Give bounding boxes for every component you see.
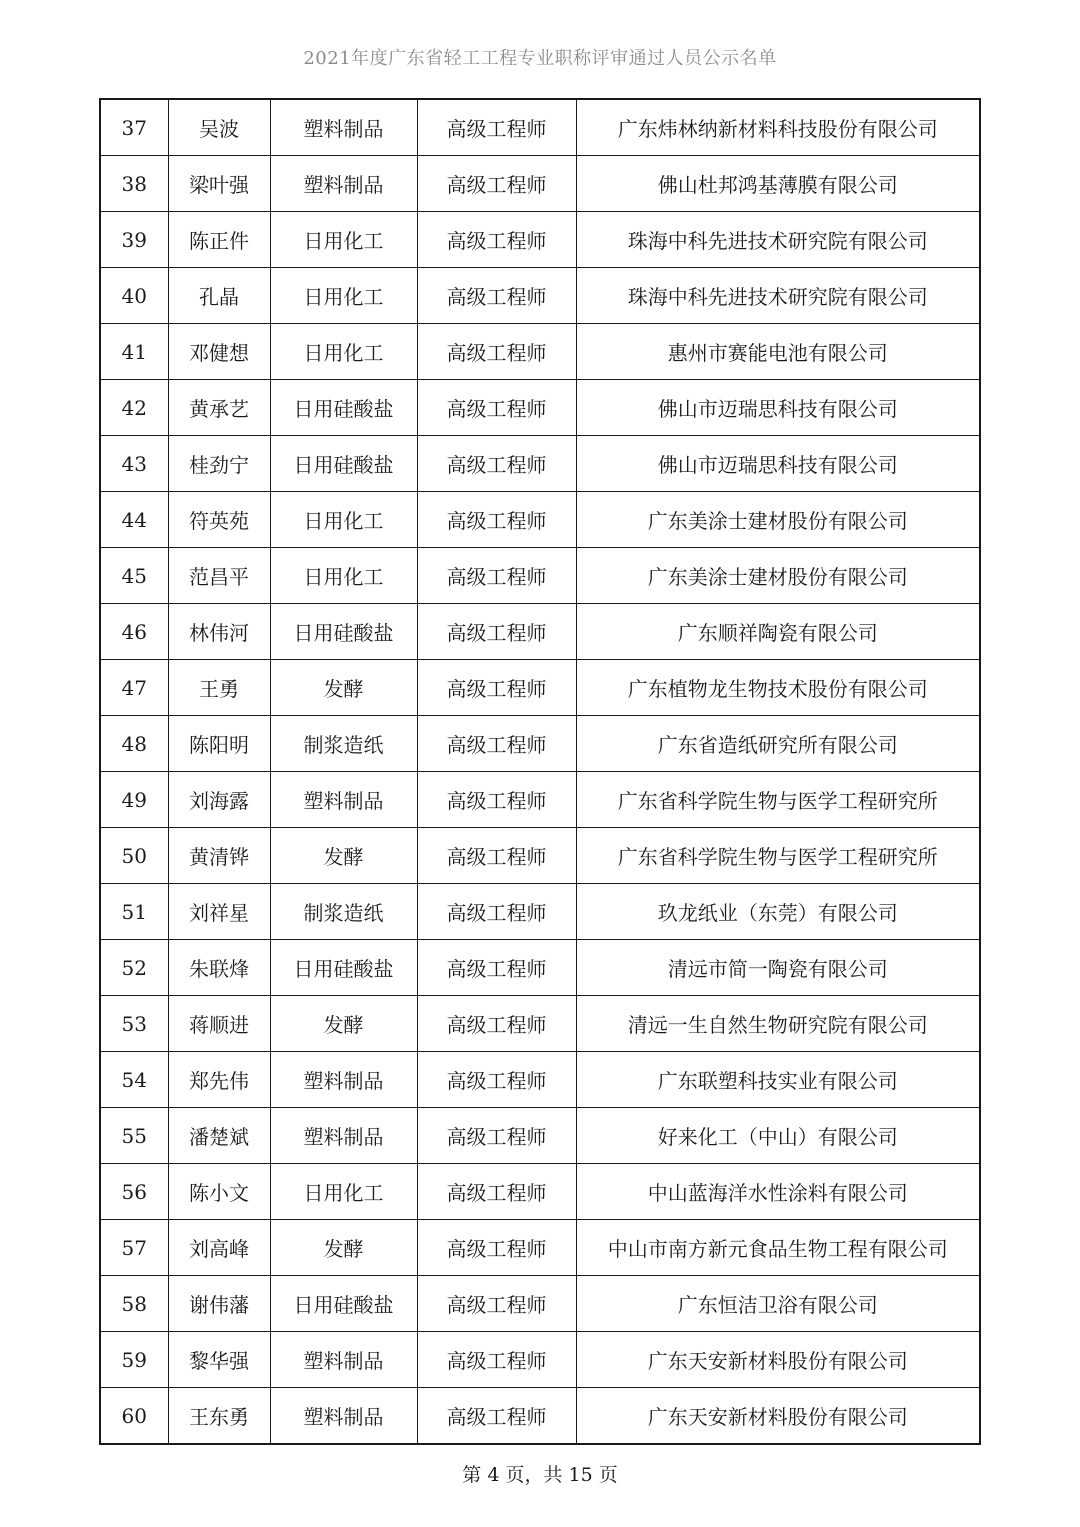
cell-number: 44 <box>100 492 168 548</box>
table-row <box>100 548 980 604</box>
cell-major: 塑料制品 <box>270 1332 417 1388</box>
table-row <box>100 1332 980 1388</box>
cell-title: 高级工程师 <box>417 1164 576 1220</box>
cell-number: 41 <box>100 324 168 380</box>
cell-major: 日用硅酸盐 <box>270 604 417 660</box>
cell-major: 日用硅酸盐 <box>270 940 417 996</box>
cell-organization: 广东顺祥陶瓷有限公司 <box>576 604 980 660</box>
cell-organization: 清远市简一陶瓷有限公司 <box>576 940 980 996</box>
cell-number: 47 <box>100 660 168 716</box>
table-row <box>100 772 980 828</box>
cell-title: 高级工程师 <box>417 660 576 716</box>
cell-major: 发酵 <box>270 1220 417 1276</box>
cell-number: 51 <box>100 884 168 940</box>
cell-major: 制浆造纸 <box>270 884 417 940</box>
table-row <box>100 268 980 324</box>
table-row <box>100 660 980 716</box>
cell-name: 黎华强 <box>168 1332 270 1388</box>
table-row <box>100 99 980 156</box>
cell-organization: 好来化工（中山）有限公司 <box>576 1108 980 1164</box>
cell-title: 高级工程师 <box>417 604 576 660</box>
cell-name: 蒋顺进 <box>168 996 270 1052</box>
cell-number: 40 <box>100 268 168 324</box>
cell-major: 日用化工 <box>270 268 417 324</box>
cell-name: 刘祥星 <box>168 884 270 940</box>
cell-name: 郑先伟 <box>168 1052 270 1108</box>
cell-name: 桂劲宁 <box>168 436 270 492</box>
cell-major: 塑料制品 <box>270 1388 417 1445</box>
cell-major: 日用化工 <box>270 324 417 380</box>
cell-organization: 佛山杜邦鸿基薄膜有限公司 <box>576 156 980 212</box>
cell-number: 37 <box>100 99 168 156</box>
cell-title: 高级工程师 <box>417 1052 576 1108</box>
table-row <box>100 884 980 940</box>
table-row <box>100 828 980 884</box>
cell-organization: 玖龙纸业（东莞）有限公司 <box>576 884 980 940</box>
cell-title: 高级工程师 <box>417 884 576 940</box>
cell-major: 塑料制品 <box>270 99 417 156</box>
cell-title: 高级工程师 <box>417 492 576 548</box>
cell-name: 符英苑 <box>168 492 270 548</box>
cell-major: 日用化工 <box>270 548 417 604</box>
cell-name: 陈正件 <box>168 212 270 268</box>
cell-organization: 珠海中科先进技术研究院有限公司 <box>576 212 980 268</box>
cell-major: 塑料制品 <box>270 1052 417 1108</box>
table-row <box>100 156 980 212</box>
table-row <box>100 1052 980 1108</box>
cell-name: 梁叶强 <box>168 156 270 212</box>
cell-title: 高级工程师 <box>417 1220 576 1276</box>
cell-number: 53 <box>100 996 168 1052</box>
roster-table-body <box>100 99 980 1444</box>
cell-major: 日用化工 <box>270 212 417 268</box>
cell-organization: 广东植物龙生物技术股份有限公司 <box>576 660 980 716</box>
cell-major: 发酵 <box>270 996 417 1052</box>
cell-major: 制浆造纸 <box>270 716 417 772</box>
table-row <box>100 324 980 380</box>
cell-number: 54 <box>100 1052 168 1108</box>
cell-organization: 广东省科学院生物与医学工程研究所 <box>576 772 980 828</box>
cell-major: 日用化工 <box>270 492 417 548</box>
cell-number: 52 <box>100 940 168 996</box>
cell-number: 46 <box>100 604 168 660</box>
cell-organization: 广东省造纸研究所有限公司 <box>576 716 980 772</box>
cell-title: 高级工程师 <box>417 436 576 492</box>
cell-title: 高级工程师 <box>417 772 576 828</box>
cell-organization: 广东省科学院生物与医学工程研究所 <box>576 828 980 884</box>
cell-organization: 清远一生自然生物研究院有限公司 <box>576 996 980 1052</box>
table-row <box>100 212 980 268</box>
cell-name: 王东勇 <box>168 1388 270 1445</box>
table-row <box>100 1164 980 1220</box>
cell-title: 高级工程师 <box>417 996 576 1052</box>
cell-organization: 惠州市赛能电池有限公司 <box>576 324 980 380</box>
cell-title: 高级工程师 <box>417 324 576 380</box>
cell-organization: 中山蓝海洋水性涂料有限公司 <box>576 1164 980 1220</box>
cell-title: 高级工程师 <box>417 1108 576 1164</box>
cell-name: 刘海露 <box>168 772 270 828</box>
cell-major: 日用硅酸盐 <box>270 1276 417 1332</box>
table-row <box>100 1388 980 1445</box>
cell-name: 黄承艺 <box>168 380 270 436</box>
cell-title: 高级工程师 <box>417 940 576 996</box>
table-row <box>100 492 980 548</box>
cell-organization: 广东美涂士建材股份有限公司 <box>576 548 980 604</box>
cell-number: 56 <box>100 1164 168 1220</box>
cell-major: 日用硅酸盐 <box>270 436 417 492</box>
table-row <box>100 996 980 1052</box>
cell-title: 高级工程师 <box>417 268 576 324</box>
cell-name: 谢伟藩 <box>168 1276 270 1332</box>
cell-organization: 中山市南方新元食品生物工程有限公司 <box>576 1220 980 1276</box>
cell-organization: 广东美涂士建材股份有限公司 <box>576 492 980 548</box>
cell-title: 高级工程师 <box>417 156 576 212</box>
cell-name: 刘高峰 <box>168 1220 270 1276</box>
table-row <box>100 716 980 772</box>
cell-organization: 广东天安新材料股份有限公司 <box>576 1388 980 1445</box>
cell-number: 57 <box>100 1220 168 1276</box>
cell-organization: 佛山市迈瑞思科技有限公司 <box>576 436 980 492</box>
cell-number: 50 <box>100 828 168 884</box>
cell-organization: 广东恒洁卫浴有限公司 <box>576 1276 980 1332</box>
cell-name: 黄清铧 <box>168 828 270 884</box>
document-title: 2021年度广东省轻工工程专业职称评审通过人员公示名单 <box>303 48 777 69</box>
cell-number: 49 <box>100 772 168 828</box>
cell-number: 55 <box>100 1108 168 1164</box>
cell-title: 高级工程师 <box>417 1332 576 1388</box>
cell-organization: 珠海中科先进技术研究院有限公司 <box>576 268 980 324</box>
cell-name: 朱联烽 <box>168 940 270 996</box>
cell-major: 日用硅酸盐 <box>270 380 417 436</box>
page-number: 第 4 页，共 15 页 <box>462 1464 618 1486</box>
table-row <box>100 1108 980 1164</box>
cell-title: 高级工程师 <box>417 828 576 884</box>
cell-number: 39 <box>100 212 168 268</box>
table-row <box>100 436 980 492</box>
cell-name: 潘楚斌 <box>168 1108 270 1164</box>
table-row <box>100 604 980 660</box>
cell-major: 日用化工 <box>270 1164 417 1220</box>
cell-major: 发酵 <box>270 828 417 884</box>
cell-title: 高级工程师 <box>417 548 576 604</box>
cell-number: 59 <box>100 1332 168 1388</box>
cell-major: 发酵 <box>270 660 417 716</box>
cell-number: 48 <box>100 716 168 772</box>
cell-name: 王勇 <box>168 660 270 716</box>
cell-name: 陈阳明 <box>168 716 270 772</box>
cell-number: 43 <box>100 436 168 492</box>
table-row <box>100 940 980 996</box>
roster-table <box>99 98 981 1445</box>
cell-number: 45 <box>100 548 168 604</box>
cell-major: 塑料制品 <box>270 1108 417 1164</box>
cell-title: 高级工程师 <box>417 1388 576 1445</box>
cell-organization: 广东炜林纳新材料科技股份有限公司 <box>576 99 980 156</box>
cell-number: 38 <box>100 156 168 212</box>
cell-title: 高级工程师 <box>417 380 576 436</box>
table-row <box>100 380 980 436</box>
cell-title: 高级工程师 <box>417 212 576 268</box>
cell-number: 60 <box>100 1388 168 1445</box>
cell-name: 孔晶 <box>168 268 270 324</box>
cell-number: 58 <box>100 1276 168 1332</box>
table-row <box>100 1276 980 1332</box>
cell-name: 范昌平 <box>168 548 270 604</box>
cell-name: 吴波 <box>168 99 270 156</box>
cell-number: 42 <box>100 380 168 436</box>
table-row <box>100 1220 980 1276</box>
cell-major: 塑料制品 <box>270 156 417 212</box>
cell-organization: 广东联塑科技实业有限公司 <box>576 1052 980 1108</box>
cell-title: 高级工程师 <box>417 716 576 772</box>
cell-name: 林伟河 <box>168 604 270 660</box>
cell-organization: 广东天安新材料股份有限公司 <box>576 1332 980 1388</box>
cell-name: 陈小文 <box>168 1164 270 1220</box>
cell-major: 塑料制品 <box>270 772 417 828</box>
cell-organization: 佛山市迈瑞思科技有限公司 <box>576 380 980 436</box>
cell-title: 高级工程师 <box>417 1276 576 1332</box>
cell-name: 邓健想 <box>168 324 270 380</box>
cell-title: 高级工程师 <box>417 99 576 156</box>
